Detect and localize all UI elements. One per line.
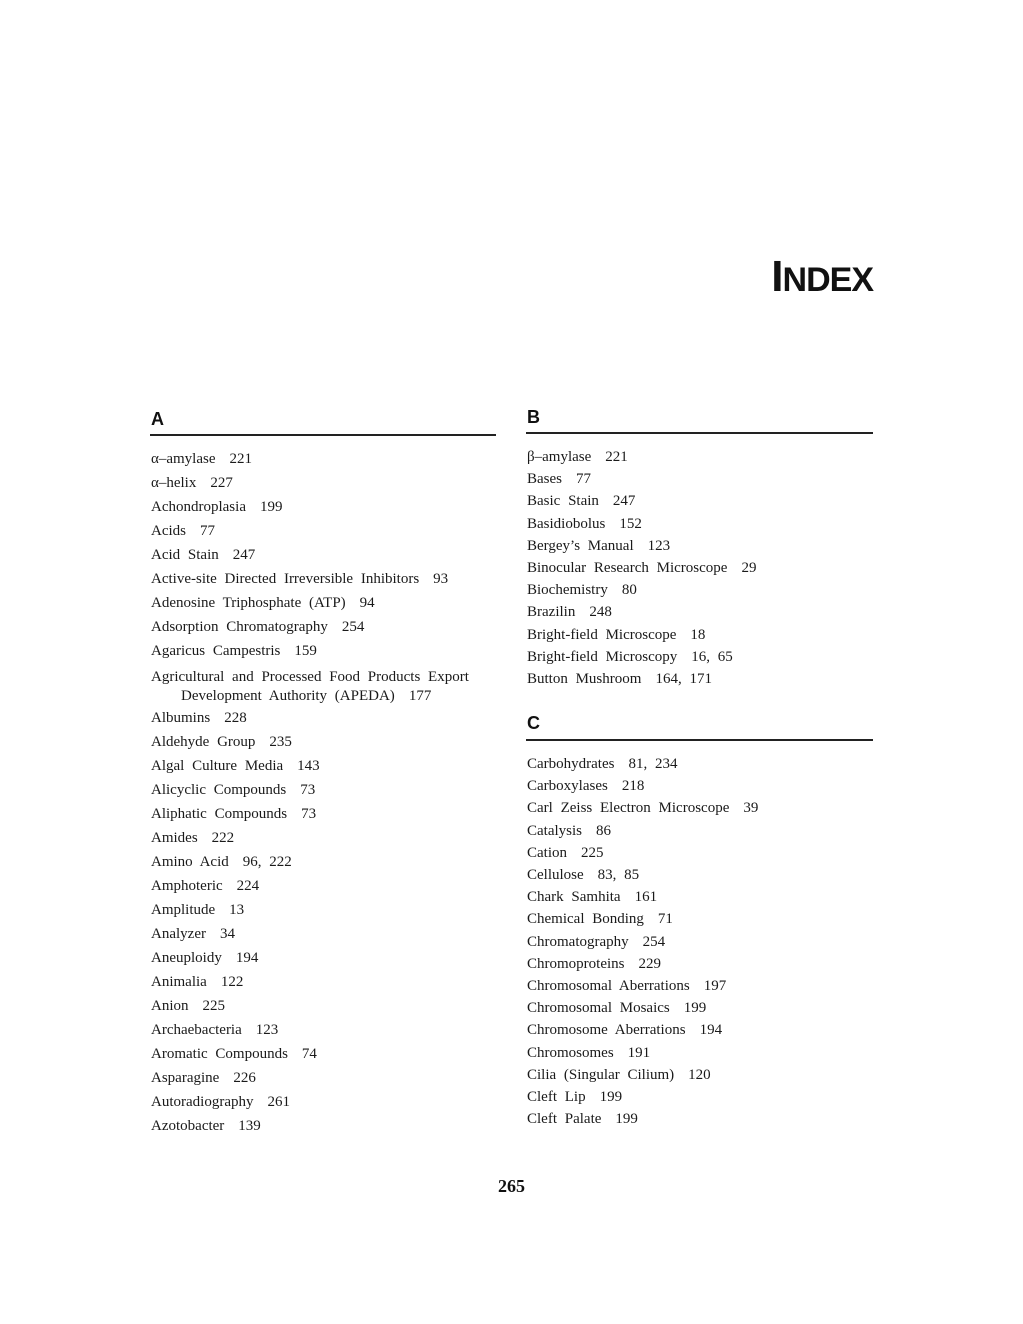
index-entry [151, 620, 364, 635]
index-pages: 93 [433, 571, 449, 587]
index-term: Chromoproteins [527, 955, 625, 972]
index-entry [151, 759, 320, 774]
index-pages: 199 [599, 1089, 623, 1105]
index-entry [151, 903, 244, 918]
index-term: Agaricus Campestris [151, 643, 281, 659]
index-entry [527, 846, 604, 861]
index-entry [527, 979, 726, 994]
index-entry [527, 1068, 711, 1083]
index-term: α–helix [151, 475, 197, 491]
index-entry [527, 1046, 650, 1061]
index-pages: 18 [690, 626, 706, 643]
index-pages: 194 [235, 950, 259, 966]
index-entry [151, 711, 247, 726]
index-entry [151, 452, 252, 467]
index-term: Cellulose [527, 867, 584, 883]
index-entry [527, 605, 612, 620]
index-term: Cleft Lip [527, 1089, 586, 1105]
index-pages: 139 [238, 1118, 261, 1134]
index-entry [151, 1119, 261, 1134]
index-pages: 191 [627, 1044, 651, 1061]
index-pages: 235 [269, 734, 292, 750]
index-entry [527, 824, 611, 839]
index-term: Catalysis [527, 822, 582, 839]
index-pages: 254 [341, 619, 365, 635]
index-term: Bases [527, 471, 562, 488]
index-entry [151, 644, 317, 659]
index-term: Aromatic Compounds [151, 1046, 288, 1062]
index-term: Chemical Bonding [527, 911, 644, 928]
index-term: Agricultural and Processed Food Products Export Development Authority (APEDA) [151, 669, 469, 704]
page-number: 265 [498, 1176, 525, 1196]
index-term: Basic Stain [527, 493, 599, 510]
index-term: Bright-field Microscope [527, 626, 677, 643]
section-rule-a [150, 434, 496, 436]
index-entry [527, 957, 661, 972]
index-entry [151, 855, 292, 870]
index-entry [151, 927, 235, 942]
index-entry [151, 1047, 317, 1062]
section-rule-b [526, 432, 873, 434]
index-pages: 16, 65 [691, 648, 733, 665]
index-pages: 143 [297, 758, 320, 774]
section-heading-a: A [151, 409, 164, 429]
index-pages: 226 [233, 1070, 256, 1086]
index-pages: 80 [621, 582, 637, 599]
index-entry [527, 868, 639, 883]
index-entry [151, 807, 316, 822]
index-term: Amplitude [151, 902, 216, 918]
index-pages: 248 [589, 604, 612, 621]
index-term: Alicyclic Compounds [151, 782, 287, 798]
index-entry [527, 539, 670, 554]
index-pages: 199 [615, 1111, 638, 1128]
index-pages: 13 [229, 902, 245, 918]
index-term: Acid Stain [151, 547, 219, 563]
index-term: Button Mushroom [527, 671, 642, 687]
index-entry [527, 494, 635, 509]
index-entry [527, 1112, 638, 1127]
index-term: Analyzer [151, 926, 206, 942]
index-term: Bright-field Microscopy [527, 648, 678, 665]
index-pages: 86 [596, 822, 611, 839]
index-pages: 197 [703, 978, 727, 994]
index-pages: 199 [259, 499, 283, 515]
index-term: Albumins [151, 710, 211, 726]
index-entry [151, 548, 255, 563]
index-entry [151, 879, 259, 894]
index-entry [151, 951, 258, 966]
index-term: Adsorption Chromatography [151, 619, 328, 635]
index-term: Acids [151, 523, 186, 539]
index-entry [151, 999, 225, 1014]
index-pages: 73 [300, 782, 316, 798]
index-pages: 34 [219, 926, 235, 942]
index-term: Carboxylases [527, 778, 608, 795]
index-entry [527, 650, 733, 665]
index-entry [527, 628, 705, 643]
index-term: Chromosomal Mosaics [527, 1000, 670, 1017]
index-entry [527, 890, 657, 905]
index-pages: 96, 222 [242, 854, 292, 870]
index-term: Adenosine Triphosphate (ATP) [151, 595, 346, 611]
index-entry [151, 783, 315, 798]
index-term: Bergey’s Manual [527, 537, 634, 554]
index-entry [151, 668, 526, 706]
index-pages: 225 [581, 844, 604, 861]
index-entry [151, 524, 215, 539]
index-pages: 73 [301, 806, 317, 822]
index-pages: 152 [619, 515, 642, 532]
index-entry [527, 472, 591, 487]
index-entry [527, 1090, 622, 1105]
index-term: Chromosome Aberrations [527, 1022, 686, 1039]
index-term: Autoradiography [151, 1094, 254, 1110]
index-entry [151, 735, 292, 750]
index-entry [527, 1001, 706, 1016]
index-entry [151, 596, 375, 611]
index-pages: 77 [200, 523, 215, 539]
index-entry [151, 476, 233, 491]
section-rule-c [526, 739, 873, 741]
page-title: INDEX [771, 252, 873, 301]
index-term: Active-site Directed Irreversible Inhibitors [151, 571, 420, 587]
index-entry [151, 572, 448, 587]
index-pages: 177 [408, 688, 432, 704]
index-pages: 218 [621, 778, 645, 795]
index-term: Biochemistry [527, 582, 608, 599]
index-entry [151, 975, 243, 990]
index-term: Algal Culture Media [151, 758, 284, 774]
index-pages: 247 [612, 493, 636, 510]
index-term: Aneuploidy [151, 950, 222, 966]
index-term: β–amylase [527, 449, 592, 465]
index-pages: 77 [576, 471, 591, 488]
index-pages: 247 [232, 547, 256, 563]
index-pages: 261 [267, 1094, 290, 1110]
index-term: Chromosomes [527, 1044, 614, 1061]
index-pages: 120 [688, 1066, 711, 1083]
index-pages: 122 [220, 974, 244, 990]
index-term: Binocular Research Microscope [527, 560, 728, 576]
index-entry [527, 779, 644, 794]
index-entry [527, 450, 628, 465]
index-term: Asparagine [151, 1070, 220, 1086]
index-term: Achondroplasia [151, 499, 246, 515]
index-pages: 74 [301, 1046, 317, 1062]
index-pages: 123 [255, 1022, 279, 1038]
index-term: α–amylase [151, 451, 216, 467]
index-term: Archaebacteria [151, 1022, 242, 1038]
index-term: Cation [527, 844, 567, 861]
index-entry [151, 1023, 278, 1038]
index-pages: 161 [634, 889, 658, 906]
section-heading-c: C [527, 713, 540, 733]
index-entry [151, 1071, 256, 1086]
index-pages: 224 [236, 878, 260, 894]
index-pages: 29 [741, 560, 757, 576]
index-entry [527, 935, 665, 950]
index-entry [527, 757, 677, 772]
index-pages: 83, 85 [597, 867, 640, 883]
index-pages: 199 [683, 1000, 707, 1017]
index-pages: 222 [211, 830, 235, 846]
index-pages: 71 [657, 911, 673, 928]
index-term: Amphoteric [151, 878, 223, 894]
index-pages: 227 [210, 475, 233, 491]
index-term: Anion [151, 998, 189, 1014]
index-entry [527, 517, 642, 532]
index-term: Amides [151, 830, 198, 846]
index-pages: 221 [605, 449, 628, 465]
index-pages: 254 [642, 933, 666, 950]
index-entry [527, 583, 637, 598]
index-entry [151, 1095, 290, 1110]
index-entry [527, 801, 758, 816]
index-entry [527, 561, 756, 576]
index-pages: 164, 171 [655, 671, 712, 687]
index-term: Carl Zeiss Electron Microscope [527, 800, 730, 817]
index-term: Chromatography [527, 933, 629, 950]
index-term: Azotobacter [151, 1118, 225, 1134]
index-pages: 39 [743, 800, 759, 817]
index-term: Animalia [151, 974, 207, 990]
index-term: Carbohydrates [527, 756, 615, 772]
index-entry [527, 1023, 722, 1038]
index-term: Basidiobolus [527, 515, 606, 532]
index-term: Aldehyde Group [151, 734, 256, 750]
index-term: Brazilin [527, 604, 576, 621]
index-entry [527, 912, 673, 927]
index-entry [151, 831, 234, 846]
index-term: Chark Samhita [527, 889, 621, 906]
index-term: Cilia (Singular Cilium) [527, 1066, 675, 1083]
index-term: Aliphatic Compounds [151, 806, 288, 822]
index-pages: 123 [647, 537, 671, 554]
index-entry [151, 500, 282, 515]
index-entry [527, 672, 712, 687]
index-term: Cleft Palate [527, 1111, 602, 1128]
index-pages: 94 [359, 595, 375, 611]
index-pages: 221 [229, 451, 253, 467]
index-term: Chromosomal Aberrations [527, 978, 690, 994]
section-heading-b: B [527, 407, 540, 427]
index-pages: 194 [699, 1022, 723, 1039]
index-term: Amino Acid [151, 854, 229, 870]
index-pages: 228 [224, 710, 247, 726]
index-pages: 81, 234 [628, 756, 678, 772]
index-pages: 229 [638, 955, 661, 972]
index-pages: 159 [294, 643, 317, 659]
index-pages: 225 [202, 998, 225, 1014]
